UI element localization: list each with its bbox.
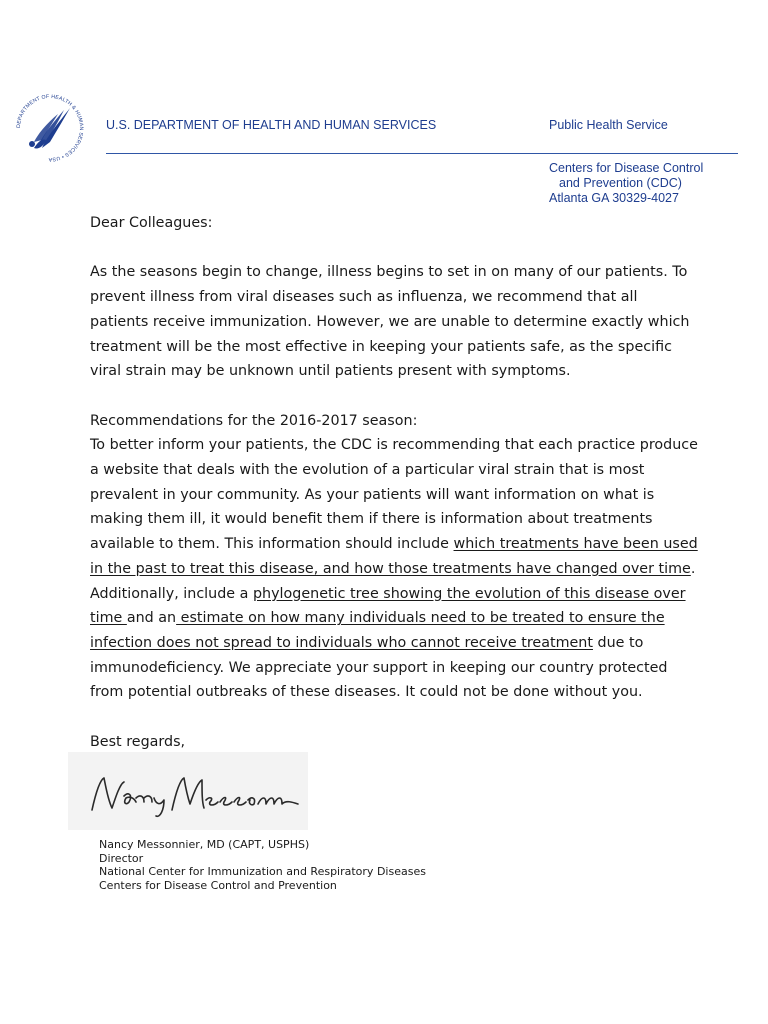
paragraph-line: To better inform your patients, the CDC is recommending that each practice produce [90, 437, 698, 454]
underlined-phrase: in the past to treat this disease, and how those treatments have changed over time [90, 560, 691, 577]
underlined-phrase: time [90, 610, 127, 627]
department-name: U.S. DEPARTMENT OF HEALTH AND HUMAN SERVICES [106, 118, 437, 132]
paragraph-line: patients receive immunization. However, we are unable to determine exactly which [90, 313, 690, 330]
signatory-agency: Centers for Disease Control and Prevention [99, 878, 337, 892]
paragraph-line: from potential outbreaks of these diseases. It could not be done without you. [90, 684, 643, 701]
paragraph-line: treatment will be the most effective in keeping your patients safe, as the specific [90, 338, 672, 355]
paragraph-line: As the seasons begin to change, illness begins to set in on many of our patients. To [90, 264, 688, 281]
address-line: and Prevention (CDC) [559, 176, 682, 190]
underlined-phrase: infection does not spread to individuals who cannot receive treatment [90, 634, 593, 651]
recommendations-heading: Recommendations for the 2016-2017 season: [90, 412, 418, 429]
cdc-address [549, 161, 703, 206]
letterhead-divider [106, 153, 738, 154]
signature-block [99, 838, 426, 892]
underlined-phrase: which treatments have been used [453, 536, 698, 553]
signatory-name: Nancy Messonnier, MD (CAPT, USPHS) [99, 838, 310, 851]
paragraph-line: making them ill, it would benefit them if there is information about treatments [90, 511, 653, 528]
seal-caption: DEPARTMENT OF HEALTH & HUMAN SERVICES • USA [15, 93, 85, 163]
address-line: Centers for Disease Control [549, 161, 704, 175]
paragraph-line: in the past to treat this disease, and how those treatments have changed over time. [90, 560, 696, 577]
paragraph-line: prevalent in your community. As your patients will want information on what is [90, 486, 655, 503]
paragraph-line: viral strain may be unknown until patients present with symptoms. [90, 363, 571, 380]
salutation: Dear Colleagues: [90, 215, 213, 231]
paragraph-line: Additionally, include a phylogenetic tree showing the evolution of this disease over [90, 585, 686, 602]
paragraph-line: prevent illness from viral diseases such as influenza, we recommend that all [90, 289, 638, 306]
paragraph-line: immunodeficiency. We appreciate your support in keeping our country protected [90, 659, 668, 676]
closing: Best regards, [90, 733, 186, 750]
paragraph-line: infection does not spread to individuals who cannot receive treatment due to [90, 634, 644, 651]
address-line: Atlanta GA 30329-4027 [549, 191, 679, 205]
hhs-seal-icon [12, 90, 88, 166]
signatory-title: Director [99, 851, 144, 865]
handwritten-signature [68, 752, 308, 830]
underlined-phrase: estimate on how many individuals need to be treated to ensure the [176, 610, 665, 627]
underlined-phrase: phylogenetic tree showing the evolution of this disease over [252, 585, 686, 602]
signatory-center: National Center for Immunization and Respiratory Diseases [99, 865, 426, 879]
paragraph-line: a website that deals with the evolution of a particular viral strain that is most [90, 462, 645, 478]
service-name: Public Health Service [549, 118, 668, 132]
paragraph-line: time and an estimate on how many individuals need to be treated to ensure the [90, 610, 665, 627]
letter-body [90, 211, 700, 754]
eagle-icon [29, 108, 70, 149]
paragraph-line: available to them. This information should include which treatments have been used [90, 536, 698, 553]
